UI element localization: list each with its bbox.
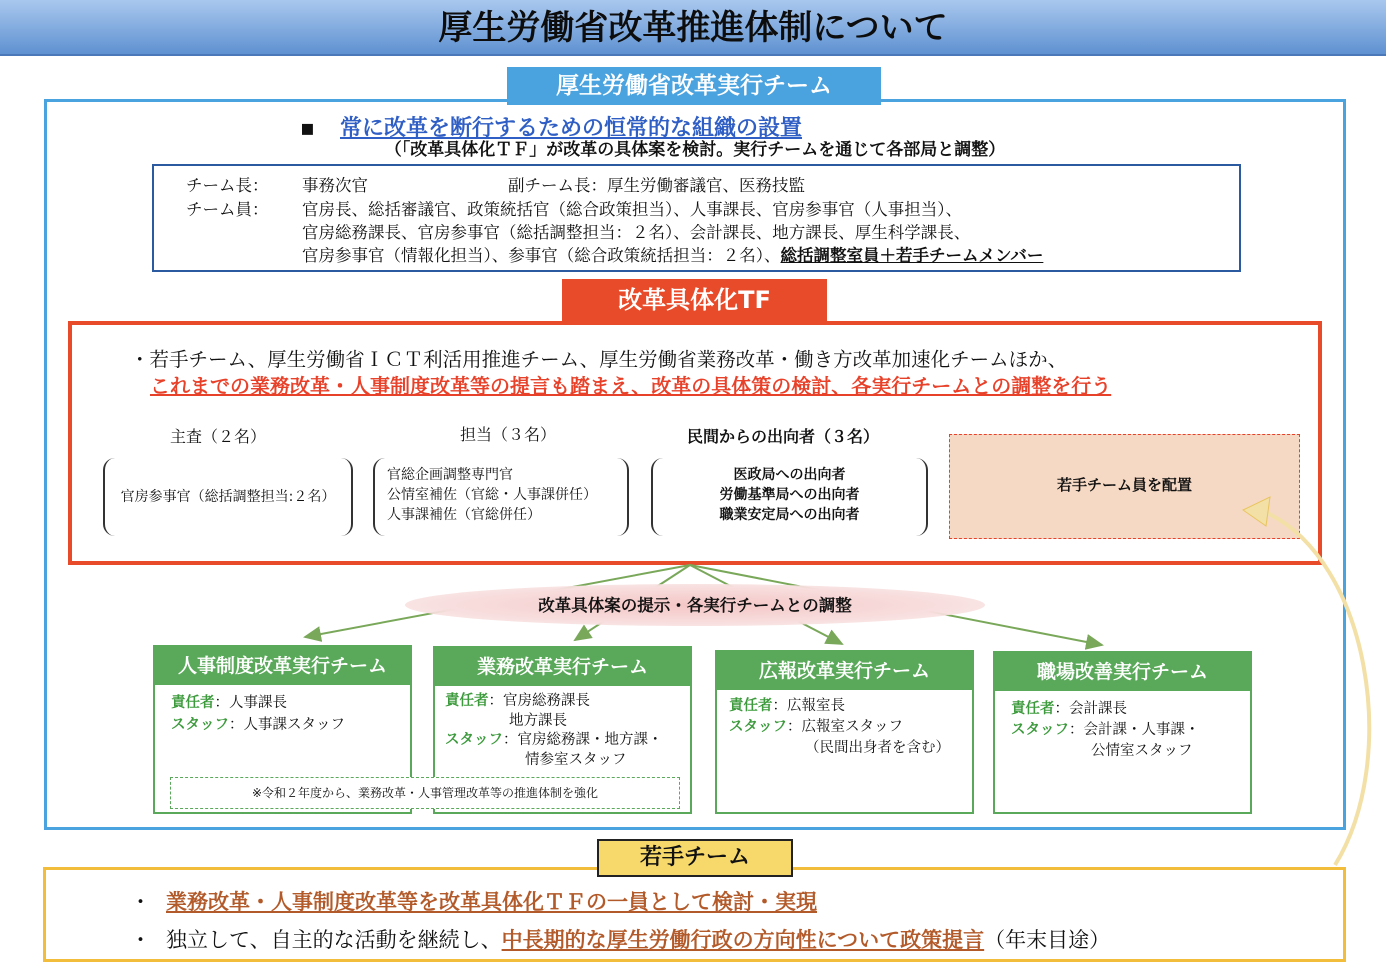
member-line-1: 官房長、総括審議官、政策統括官（総合政策担当）、人事課長、官房参事官（人事担当）、 bbox=[302, 200, 962, 219]
staff-role: スタッフ bbox=[729, 719, 787, 735]
lead-role: 責任者 bbox=[445, 693, 489, 709]
lead: ：人事課長 bbox=[214, 695, 287, 711]
reinforcement-note: ※令和２年度から、業務改革・人事管理改革等の推進体制を強化 bbox=[170, 777, 680, 809]
young-member-box: 若手チーム員を配置 bbox=[949, 434, 1300, 539]
lead-2: 地方課長 bbox=[509, 712, 567, 729]
group-private-item: 労働基準局への出向者 bbox=[719, 487, 860, 503]
group-staff-title: 担当（３名） bbox=[459, 425, 556, 444]
tf-description: ・若手チーム、厚生労働省ＩＣＴ利活用推進チーム、厚生労働省業務改革・働き方改革加速化チームほか、 bbox=[130, 348, 1068, 371]
exec-team-subline: （「改革具体化ＴＦ」が改革の具体案を検討。実行チームを通じて各部局と調整） bbox=[384, 140, 1006, 160]
group-staff-item: 公情室補佐（官総・人事課併任） bbox=[387, 487, 597, 503]
tf-label: 改革具体化TF bbox=[562, 279, 827, 321]
lead: ：官房総務課長 bbox=[488, 693, 590, 709]
lead-role: 責任者 bbox=[171, 695, 215, 711]
member-line-3-emphasis: 総括調整室員＋若手チームメンバー bbox=[780, 246, 1044, 265]
young-team-line-2 bbox=[130, 924, 1110, 954]
team-body bbox=[171, 693, 345, 735]
lead-role: 責任者 bbox=[1011, 701, 1055, 717]
staff: ：会計課・人事課・ bbox=[1069, 722, 1200, 738]
young-team-goal-1: 業務改革・人事制度改革等を改革具体化ＴＦの一員として検討・実現 bbox=[166, 890, 817, 914]
young-team-line-1 bbox=[130, 886, 817, 916]
member-line-3: 官房参事官（情報化担当）、参事官（総合政策統括担当：２名）、 bbox=[302, 246, 781, 265]
young-team-arrow bbox=[1265, 512, 1369, 865]
leader-value: 事務次官 bbox=[302, 176, 368, 195]
young-team-goal-2-emphasis: 中長期的な厚生労働行政の方向性について政策提言 bbox=[501, 928, 985, 952]
group-private-item: 職業安定局への出向者 bbox=[719, 507, 860, 523]
young-team-label: 若手チーム bbox=[597, 839, 793, 877]
team-name: 人事制度改革実行チーム bbox=[155, 647, 410, 685]
staff: ：広報室スタッフ bbox=[787, 719, 903, 735]
member-label: チーム員： bbox=[186, 200, 269, 219]
exec-team-headline: 常に改革を断行するための恒常的な組織の設置 bbox=[340, 116, 803, 141]
young-team-goal-2: 独立して、自主的な活動を継続し、 bbox=[166, 928, 502, 952]
staff-2: （民間出身者を含む） bbox=[805, 740, 950, 756]
group-private-title: 民間からの出向者（３名） bbox=[686, 427, 879, 446]
coordination-label: 改革具体案の提示・各実行チームとの調整 bbox=[538, 596, 852, 615]
staff-2: 情参室スタッフ bbox=[525, 751, 627, 768]
team-name: 業務改革実行チーム bbox=[435, 648, 690, 686]
team-body bbox=[729, 696, 950, 759]
vice-leader: 副チーム長：厚生労働審議官、医務技監 bbox=[508, 176, 805, 195]
staff-2: 公情室スタッフ bbox=[1091, 743, 1193, 759]
team-name: 広報改革実行チーム bbox=[717, 652, 972, 690]
tf-mission: これまでの業務改革・人事制度改革等の提言も踏まえ、改革の具体策の検討、各実行チームとの調整を行う bbox=[150, 374, 1112, 398]
young-team-goal-2-tail: （年末目途） bbox=[984, 928, 1111, 952]
bullet-icon: ・ bbox=[130, 890, 151, 914]
lead: ：会計課長 bbox=[1054, 701, 1127, 717]
team-card-pr bbox=[715, 650, 974, 814]
bullet-icon: ・ bbox=[130, 928, 151, 952]
lead: ：広報室長 bbox=[772, 698, 845, 714]
staff-role: スタッフ bbox=[445, 732, 503, 748]
member-line-2: 官房総務課長、官房参事官（総括調整担当：２名）、会計課長、地方課長、厚生科学課長、 bbox=[302, 223, 971, 242]
team-body bbox=[445, 692, 663, 770]
group-staff-item: 人事課補佐（官総併任） bbox=[387, 507, 541, 523]
staff: ：人事課スタッフ bbox=[229, 717, 345, 733]
group-private-item: 医政局への出向者 bbox=[733, 467, 846, 483]
staff-role: スタッフ bbox=[171, 717, 229, 733]
team-card-workplace bbox=[993, 651, 1252, 814]
staff: ：官房総務課・地方課・ bbox=[503, 732, 663, 748]
team-body bbox=[1011, 699, 1200, 762]
group-chief-title: 主査（２名） bbox=[169, 427, 266, 446]
staff-role: スタッフ bbox=[1011, 722, 1069, 738]
exec-team-label: 厚生労働省改革実行チーム bbox=[507, 67, 881, 105]
leader-label: チーム長： bbox=[186, 176, 269, 195]
team-name: 職場改善実行チーム bbox=[995, 653, 1250, 691]
bullet-icon: ▪ bbox=[300, 116, 315, 141]
group-chief-item: 官房参事官（総括調整担当:２名） bbox=[120, 489, 336, 505]
lead-role: 責任者 bbox=[729, 698, 773, 714]
group-staff-item: 官総企画調整専門官 bbox=[387, 467, 513, 483]
young-team-arrowhead bbox=[1243, 497, 1270, 526]
page-title: 厚生労働省改革推進体制について bbox=[438, 8, 948, 48]
